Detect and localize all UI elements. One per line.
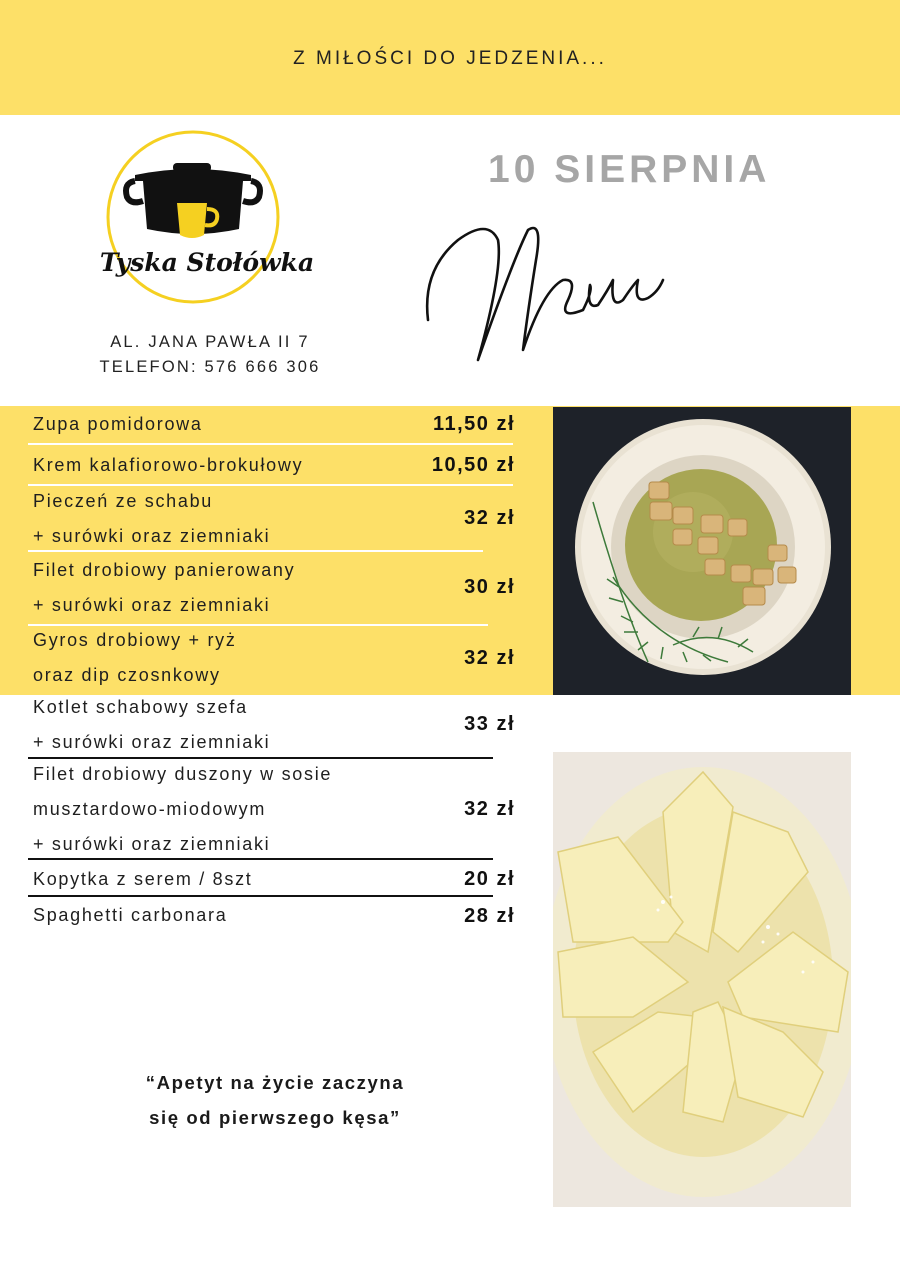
logo xyxy=(95,125,325,310)
item-name: Gyros drobiowy + ryż xyxy=(33,630,237,650)
contact-block xyxy=(80,330,340,380)
item-name: Krem kalafiorowo-brokułowy xyxy=(33,455,304,475)
menu-item xyxy=(33,553,295,623)
dumplings-photo xyxy=(553,752,851,1207)
item-name: Pieczeń ze schabu xyxy=(33,491,213,511)
item-name: Kotlet schabowy szefa xyxy=(33,697,248,717)
item-price: 10,50 zł xyxy=(431,454,515,476)
menu-item xyxy=(33,484,270,554)
quote-line: “Apetyt na życie zaczyna xyxy=(145,1072,405,1093)
soup-photo xyxy=(553,407,851,695)
item-name: + surówki oraz ziemniaki xyxy=(33,834,271,854)
divider xyxy=(28,443,513,445)
divider xyxy=(28,550,483,552)
address-line: AL. JANA PAWŁA II 7 xyxy=(110,333,310,351)
menu-item xyxy=(33,690,270,760)
divider xyxy=(28,858,493,860)
item-name: Kopytka z serem / 8szt xyxy=(33,869,253,889)
item-name: + surówki oraz ziemniaki xyxy=(33,595,271,615)
menu-item xyxy=(33,623,237,693)
menu-item xyxy=(33,862,252,897)
item-price: 20 zł xyxy=(464,868,515,890)
menu-date: 10 SIERPNIA xyxy=(488,148,771,191)
quote-block xyxy=(100,1065,450,1135)
item-name: + surówki oraz ziemniaki xyxy=(33,732,271,752)
menu-item xyxy=(33,898,227,933)
menu-item xyxy=(33,407,203,442)
item-name: oraz dip czosnkowy xyxy=(33,665,221,685)
item-name: Filet drobiowy panierowany xyxy=(33,560,296,580)
item-price: 28 zł xyxy=(464,905,515,927)
item-price: 32 zł xyxy=(464,798,515,820)
menu-item xyxy=(33,448,303,483)
divider xyxy=(28,895,493,897)
menu-title xyxy=(418,200,678,375)
tagline: Z MIŁOŚCI DO JEDZENIA... xyxy=(293,48,607,69)
phone-line: TELEFON: 576 666 306 xyxy=(99,358,321,376)
item-name: Filet drobiowy duszony w sosie xyxy=(33,764,333,784)
quote-line: się od pierwszego kęsa” xyxy=(149,1107,401,1128)
item-name: musztardowo-miodowym xyxy=(33,799,267,819)
item-price: 11,50 zł xyxy=(432,413,515,435)
item-price: 32 zł xyxy=(464,507,515,529)
item-price: 33 zł xyxy=(464,713,515,735)
item-name: + surówki oraz ziemniaki xyxy=(33,526,271,546)
item-name: Spaghetti carbonara xyxy=(33,905,228,925)
menu-item xyxy=(33,757,332,862)
item-price: 30 zł xyxy=(464,576,515,598)
logo-text: Tyska Stołówka xyxy=(99,248,315,277)
item-price: 32 zł xyxy=(464,647,515,669)
item-name: Zupa pomidorowa xyxy=(33,414,203,434)
